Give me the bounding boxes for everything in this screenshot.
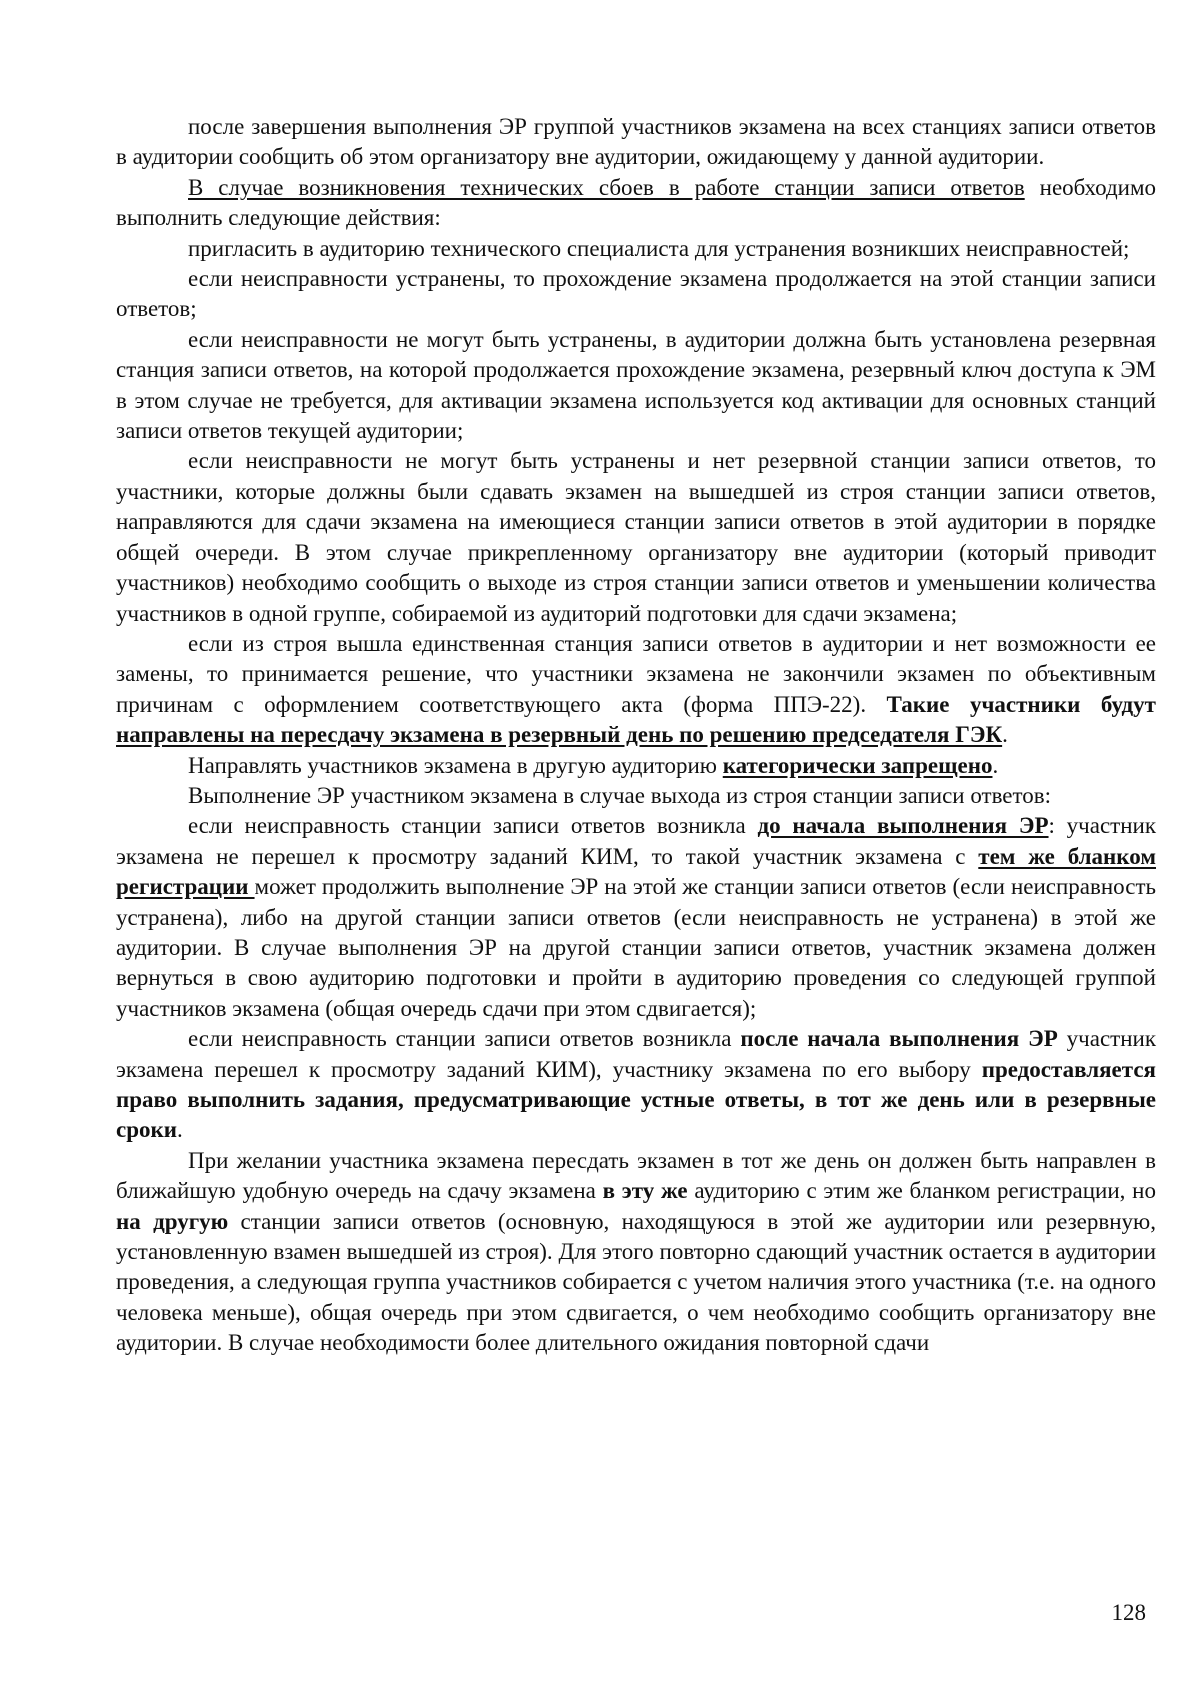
paragraph [116, 173, 1156, 234]
bold-underlined-text: направлены на пересдачу экзамена в резервный день по решению председателя ГЭК [116, 722, 1003, 748]
bold-underlined-text: категорически запрещено [722, 752, 993, 778]
text-run: участник экзамена перешел к просмотру заданий КИМ), участнику экзамена по его выбору [116, 1026, 1156, 1082]
text-run: если неисправности не могут быть устранены и нет резервной станции записи ответов, то участники, которые должны были сдавать экзамен на вышедшей из строя станции записи ответов, направляются для сдачи экзамена на имеющиеся станции записи ответов в этой аудитории в порядке общей очереди. В этом случае прикрепленному организатору вне аудитории (который приводит участников) необходимо сообщить о выходе из строя станции записи ответов и уменьшении количества участников в одной группе, собираемой из аудиторий подготовки для сдачи экзамена; [116, 448, 1156, 626]
text-run: после завершения выполнения ЭР группой участников экзамена на всех станциях записи ответов в аудитории сообщить об этом организатору вне аудитории, ожидающему у данной аудитории. [116, 114, 1156, 170]
page-number: 128 [1111, 1600, 1146, 1625]
text-run: если из строя вышла единственная станция записи ответов в аудитории и нет возможности ее замены, то принимается решение, что участники экзамена не закончили экзамен по объективным причинам с оформлением соответствующего акта (форма ППЭ-22). [116, 630, 1156, 717]
text-run: . [177, 1117, 183, 1143]
text-run: . [1002, 722, 1008, 748]
paragraph [116, 629, 1156, 751]
bold-text: в эту же [602, 1178, 688, 1204]
paragraph [116, 325, 1156, 447]
text-run: При желании участника экзамена пересдать экзамен в тот же день он должен быть направлен в ближайшую удобную очередь на сдачу экзамена [116, 1147, 1156, 1204]
paragraph [116, 811, 1156, 1024]
body-text [116, 112, 1156, 1359]
paragraph [116, 1146, 1156, 1359]
text-run: если неисправность станции записи ответов возникла [188, 813, 758, 839]
text-run: если неисправность станции записи ответов возникла [188, 1026, 741, 1052]
bold-text: после начала выполнения ЭР [740, 1026, 1058, 1052]
paragraph [116, 112, 1156, 173]
text-run: необходимо выполнить следующие действия: [116, 174, 1157, 231]
text-run: Выполнение ЭР участником экзамена в случае выхода из строя станции записи ответов: [188, 782, 1052, 808]
text-run: может продолжить выполнение ЭР на этой же станции записи ответов (если неисправность устранена), либо на другой станции записи ответов (если неисправность не устранена) в этой же аудитории. В случае выполнения ЭР на другой станции записи ответов, участник экзамена должен вернуться в свою аудиторию подготовки и пройти в аудиторию проведения со следующей группой участников экзамена (общая очередь сдачи при этом сдвигается); [116, 874, 1156, 1021]
text-run: аудиторию с этим же бланком регистрации, но [687, 1178, 1156, 1204]
bold-text: предоставляется право выполнить задания, предусматривающие устные ответы, в тот же день или в резервные сроки [116, 1056, 1156, 1143]
text-run: пригласить в аудиторию технического специалиста для устранения возникших неисправностей; [188, 235, 1130, 261]
text-run: Направлять участников экзамена в другую аудиторию [188, 752, 723, 778]
text-run: станции записи ответов (основную, находящуюся в этой же аудитории или резервную, установленную взамен вышедшей из строя). Для этого повторно сдающий участник остается в аудитории проведения, а следующая группа участников собирается с учетом наличия этого участника (т.е. на одного человека меньше), общая очередь при этом сдвигается, о чем необходимо сообщить организатору вне аудитории. В случае необходимости более длительного ожидания повторной сдачи [116, 1208, 1156, 1356]
text-run: : участник экзамена не перешел к просмотру заданий КИМ, то такой участник экзамена с [116, 813, 1156, 869]
bold-text: Такие участники будут [886, 691, 1156, 717]
paragraph [116, 751, 1156, 781]
paragraph [116, 234, 1156, 264]
paragraph [116, 446, 1156, 628]
bold-underlined-text: до начала выполнения ЭР [757, 813, 1049, 839]
text-run: если неисправности устранены, то прохождение экзамена продолжается на этой станции записи ответов; [116, 266, 1156, 322]
paragraph [116, 264, 1156, 325]
paragraph [116, 1024, 1156, 1146]
text-run: . [992, 752, 999, 778]
bold-underlined-text: тем же бланком регистрации [116, 843, 1156, 900]
underlined-text: В случае возникновения технических сбоев в работе станции записи ответов [188, 174, 1025, 200]
bold-text: на другую [116, 1208, 229, 1234]
paragraph [116, 781, 1156, 811]
text-run: если неисправности не могут быть устранены, в аудитории должна быть установлена резервная станция записи ответов, на которой продолжается прохождение экзамена, резервный ключ доступа к ЭМ в этом случае не требуется, для активации экзамена используется код активации для основных станций записи ответов текущей аудитории; [116, 326, 1156, 444]
